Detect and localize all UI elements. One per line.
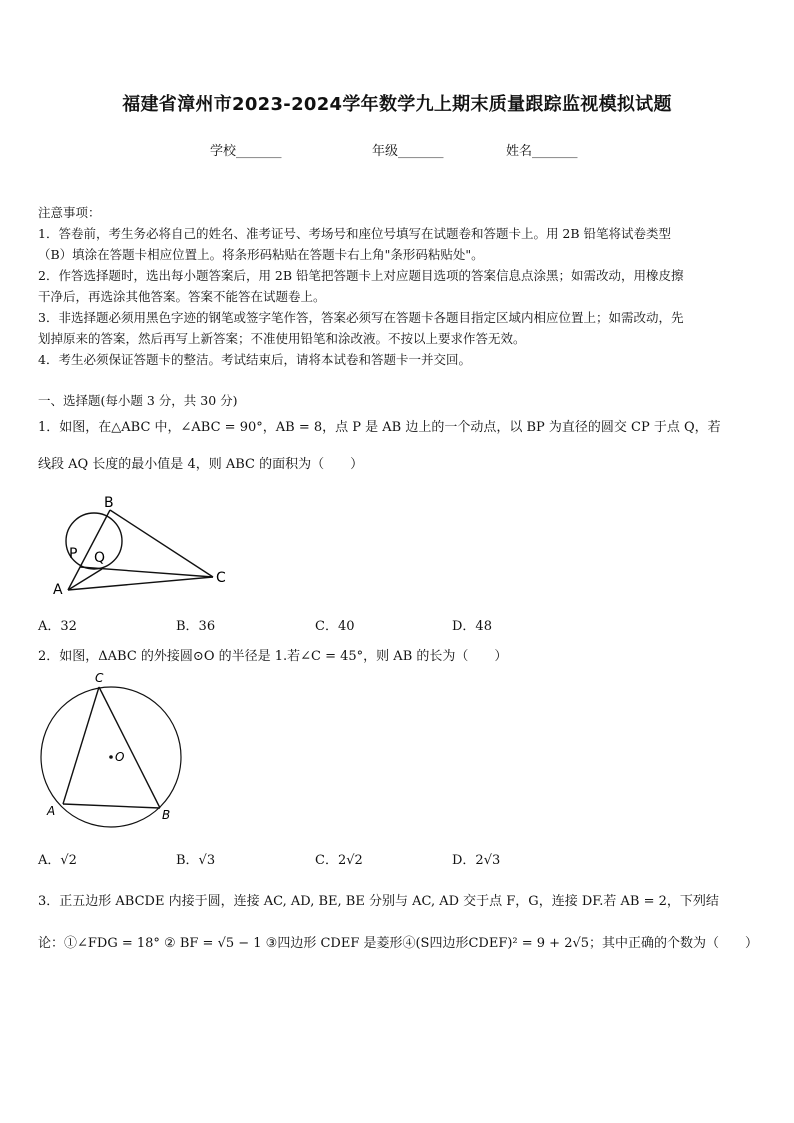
q1-segment-bc: [110, 510, 213, 577]
q1-label-q: Q: [94, 550, 106, 566]
page-title: 福建省漳州市2023-2024学年数学九上期末质量跟踪监视模拟试题: [122, 94, 672, 115]
q2-center-dot: [109, 755, 113, 759]
q1-segment-pc: [80, 567, 213, 577]
q2-option-d[interactable]: D．2√3: [452, 853, 501, 868]
q2-label-o: O: [115, 750, 125, 764]
q2-figure: [36, 668, 191, 828]
q2-label-b: B: [162, 808, 171, 822]
q1-figure: [40, 490, 240, 605]
q2-label-c: C: [95, 671, 104, 685]
notice-item: 4．考生必须保证答题卡的整洁。考试结束后，请将本试卷和答题卡一并交回。: [38, 352, 471, 367]
q1-option-d[interactable]: D．48: [452, 619, 492, 634]
q2-segment-ca: [63, 687, 99, 804]
q2-segment-cb: [99, 687, 160, 808]
grade-field: 年级_______: [372, 144, 444, 159]
notice-heading: 注意事项：: [38, 205, 101, 220]
q1-segment-ac: [68, 577, 213, 590]
notice-item: 划掉原来的答案，然后再写上新答案；不准使用铅笔和涂改液。不按以上要求作答无效。: [38, 331, 526, 346]
q2-segment-ab: [63, 804, 160, 808]
notice-item: 2．作答选择题时，选出每小题答案后，用 2B 铅笔把答题卡上对应题目选项的答案信息点涂黑；如需改动，用橡皮擦: [38, 268, 684, 283]
q1-label-b: B: [104, 495, 114, 511]
notice-item: 1．答卷前，考生务必将自己的姓名、准考证号、考场号和座位号填写在试题卷和答题卡上。用 2B 铅笔将试卷类型: [38, 226, 672, 241]
q1-stem-line1: 1．如图，在△ABC 中，∠ABC = 90°，AB = 8，点 P 是 AB 边上的一个动点，以 BP 为直径的圆交 CP 于点 Q，若: [38, 420, 721, 435]
q1-label-p: P: [69, 546, 78, 562]
notice-item: 干净后，再选涂其他答案。答案不能答在试题卷上。: [38, 289, 326, 304]
q1-stem-line2: 线段 AQ 长度的最小值是 4，则 ABC 的面积为（ ）: [38, 457, 364, 472]
school-field: 学校_______: [210, 144, 282, 159]
notice-item: （B）填涂在答题卡相应位置上。将条形码粘贴在答题卡右上角"条形码粘贴处"。: [38, 247, 484, 262]
q2-stem: 2．如图，ΔABC 的外接圆⊙O 的半径是 1.若∠C = 45°，则 AB 的长为（ ）: [38, 649, 508, 664]
q2-option-a[interactable]: A．√2: [38, 853, 77, 868]
name-field: 姓名_______: [506, 144, 578, 159]
q2-option-b[interactable]: B．√3: [176, 853, 216, 868]
q1-option-b[interactable]: B．36: [176, 619, 216, 634]
q1-option-a[interactable]: A．32: [38, 619, 77, 634]
q1-label-c: C: [216, 570, 226, 586]
q1-option-c[interactable]: C．40: [315, 619, 355, 634]
q2-label-a: A: [47, 804, 56, 818]
q3-stem-line2: 论：①∠FDG = 18° ② BF = √5 − 1 ③四边形 CDEF 是菱形④(S四边形CDEF)² = 9 + 2√5；其中正确的个数为（ ）: [38, 936, 759, 951]
q2-option-c[interactable]: C．2√2: [315, 853, 363, 868]
q3-stem-line1: 3．正五边形 ABCDE 内接于圆，连接 AC, AD, BE, BE 分别与 AC, AD 交于点 F，G，连接 DF.若 AB = 2，下列结: [38, 894, 719, 909]
notice-item: 3．非选择题必须用黑色字迹的钢笔或签字笔作答，答案必须写在答题卡各题目指定区域内相应位置上；如需改动，先: [38, 310, 684, 325]
section-heading: 一、选择题(每小题 3 分，共 30 分): [38, 393, 238, 408]
q1-label-a: A: [53, 582, 63, 598]
